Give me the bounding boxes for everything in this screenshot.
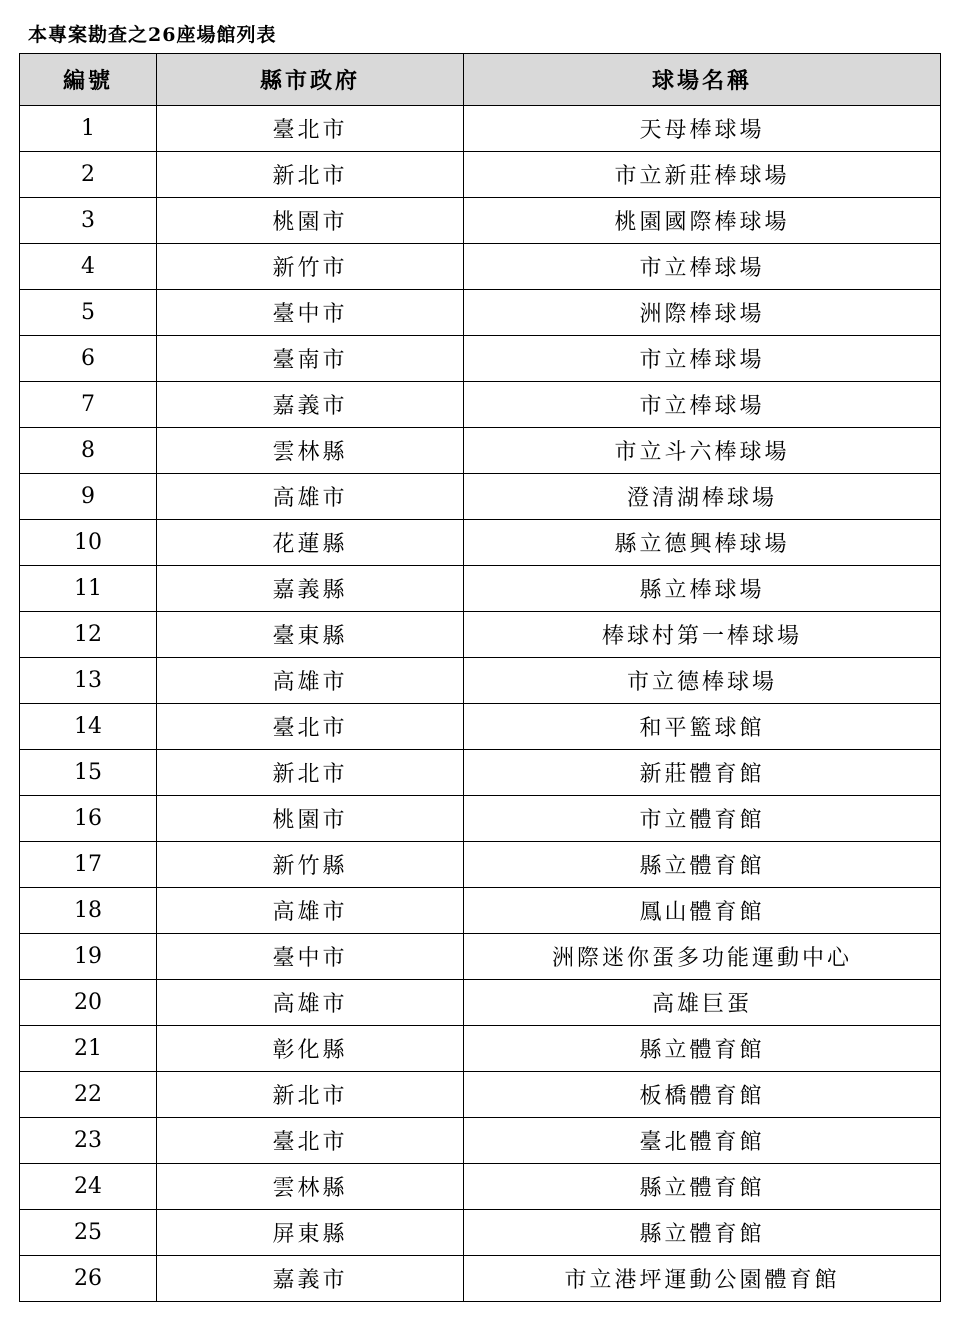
table-row xyxy=(20,1026,941,1072)
cell-venue: 市立體育館 xyxy=(464,796,941,842)
table-row xyxy=(20,106,941,152)
cell-county: 嘉義市 xyxy=(157,1256,464,1302)
cell-county: 雲林縣 xyxy=(157,428,464,474)
table-row xyxy=(20,1164,941,1210)
table-row xyxy=(20,1210,941,1256)
cell-venue: 市立港坪運動公園體育館 xyxy=(464,1256,941,1302)
cell-number: 4 xyxy=(20,244,157,290)
table-row xyxy=(20,152,941,198)
table-row xyxy=(20,796,941,842)
cell-venue: 洲際迷你蛋多功能運動中心 xyxy=(464,934,941,980)
cell-county: 嘉義市 xyxy=(157,382,464,428)
table-row xyxy=(20,980,941,1026)
cell-number: 12 xyxy=(20,612,157,658)
cell-county: 臺北市 xyxy=(157,704,464,750)
cell-venue: 棒球村第一棒球場 xyxy=(464,612,941,658)
cell-venue: 市立德棒球場 xyxy=(464,658,941,704)
cell-venue: 高雄巨蛋 xyxy=(464,980,941,1026)
cell-number: 21 xyxy=(20,1026,157,1072)
cell-county: 屏東縣 xyxy=(157,1210,464,1256)
cell-venue: 縣立棒球場 xyxy=(464,566,941,612)
cell-county: 新北市 xyxy=(157,1072,464,1118)
cell-venue: 板橋體育館 xyxy=(464,1072,941,1118)
cell-venue: 縣立體育館 xyxy=(464,1210,941,1256)
cell-venue: 縣立體育館 xyxy=(464,1164,941,1210)
table-row xyxy=(20,382,941,428)
cell-county: 臺中市 xyxy=(157,290,464,336)
header-county-government: 縣市政府 xyxy=(157,54,464,106)
cell-number: 13 xyxy=(20,658,157,704)
cell-county: 桃園市 xyxy=(157,796,464,842)
cell-number: 18 xyxy=(20,888,157,934)
cell-county: 嘉義縣 xyxy=(157,566,464,612)
cell-venue: 市立棒球場 xyxy=(464,244,941,290)
cell-county: 臺北市 xyxy=(157,1118,464,1164)
cell-number: 14 xyxy=(20,704,157,750)
cell-number: 23 xyxy=(20,1118,157,1164)
cell-county: 桃園市 xyxy=(157,198,464,244)
cell-venue: 桃園國際棒球場 xyxy=(464,198,941,244)
table-row xyxy=(20,888,941,934)
cell-county: 新竹縣 xyxy=(157,842,464,888)
table-row xyxy=(20,1072,941,1118)
table-row xyxy=(20,198,941,244)
table-row xyxy=(20,750,941,796)
cell-venue: 市立新莊棒球場 xyxy=(464,152,941,198)
cell-number: 10 xyxy=(20,520,157,566)
cell-venue: 洲際棒球場 xyxy=(464,290,941,336)
cell-county: 新北市 xyxy=(157,152,464,198)
cell-county: 高雄市 xyxy=(157,474,464,520)
cell-number: 16 xyxy=(20,796,157,842)
table-header-row xyxy=(20,54,941,106)
cell-number: 15 xyxy=(20,750,157,796)
cell-number: 9 xyxy=(20,474,157,520)
cell-county: 彰化縣 xyxy=(157,1026,464,1072)
cell-number: 2 xyxy=(20,152,157,198)
cell-number: 11 xyxy=(20,566,157,612)
cell-venue: 縣立德興棒球場 xyxy=(464,520,941,566)
table-body xyxy=(20,106,941,1302)
cell-number: 6 xyxy=(20,336,157,382)
cell-venue: 天母棒球場 xyxy=(464,106,941,152)
cell-venue: 縣立體育館 xyxy=(464,842,941,888)
header-venue-name: 球場名稱 xyxy=(464,54,941,106)
cell-venue: 澄清湖棒球場 xyxy=(464,474,941,520)
table-row xyxy=(20,934,941,980)
table-row xyxy=(20,244,941,290)
cell-number: 8 xyxy=(20,428,157,474)
cell-county: 高雄市 xyxy=(157,658,464,704)
cell-number: 3 xyxy=(20,198,157,244)
cell-county: 新北市 xyxy=(157,750,464,796)
cell-venue: 和平籃球館 xyxy=(464,704,941,750)
table-row xyxy=(20,336,941,382)
page-title: 本專案勘查之26座場館列表 xyxy=(28,24,277,46)
cell-number: 20 xyxy=(20,980,157,1026)
cell-county: 新竹市 xyxy=(157,244,464,290)
table-row xyxy=(20,1118,941,1164)
header-number: 編號 xyxy=(20,54,157,106)
cell-county: 高雄市 xyxy=(157,980,464,1026)
cell-number: 7 xyxy=(20,382,157,428)
cell-number: 24 xyxy=(20,1164,157,1210)
cell-number: 22 xyxy=(20,1072,157,1118)
cell-number: 26 xyxy=(20,1256,157,1302)
cell-venue: 縣立體育館 xyxy=(464,1026,941,1072)
table-row xyxy=(20,428,941,474)
table-row xyxy=(20,658,941,704)
cell-number: 1 xyxy=(20,106,157,152)
cell-county: 臺北市 xyxy=(157,106,464,152)
cell-county: 臺東縣 xyxy=(157,612,464,658)
cell-number: 19 xyxy=(20,934,157,980)
table-row xyxy=(20,842,941,888)
cell-county: 雲林縣 xyxy=(157,1164,464,1210)
table-row xyxy=(20,566,941,612)
cell-county: 臺中市 xyxy=(157,934,464,980)
cell-number: 17 xyxy=(20,842,157,888)
table-row xyxy=(20,520,941,566)
cell-county: 花蓮縣 xyxy=(157,520,464,566)
cell-venue: 市立棒球場 xyxy=(464,336,941,382)
cell-number: 25 xyxy=(20,1210,157,1256)
cell-venue: 臺北體育館 xyxy=(464,1118,941,1164)
table-row xyxy=(20,290,941,336)
table-row xyxy=(20,1256,941,1302)
cell-venue: 市立棒球場 xyxy=(464,382,941,428)
cell-venue: 市立斗六棒球場 xyxy=(464,428,941,474)
cell-number: 5 xyxy=(20,290,157,336)
cell-venue: 鳳山體育館 xyxy=(464,888,941,934)
cell-venue: 新莊體育館 xyxy=(464,750,941,796)
cell-county: 高雄市 xyxy=(157,888,464,934)
table-row xyxy=(20,474,941,520)
venue-table xyxy=(19,53,941,1302)
table-row xyxy=(20,612,941,658)
cell-county: 臺南市 xyxy=(157,336,464,382)
table-row xyxy=(20,704,941,750)
